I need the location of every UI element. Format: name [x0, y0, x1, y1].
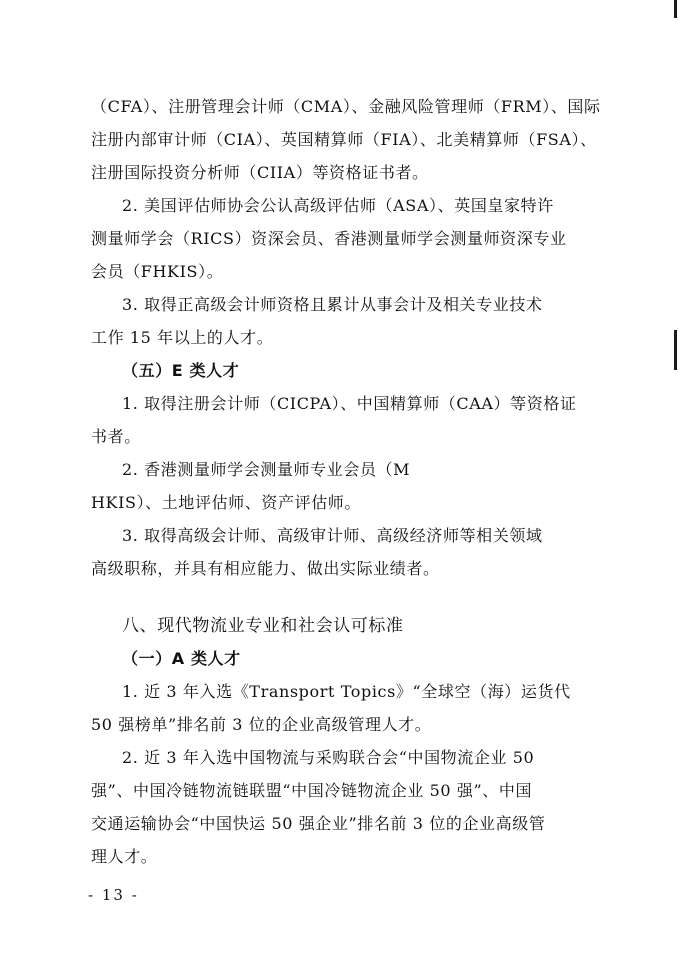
subsection-heading: （一）A 类人才 — [122, 649, 241, 668]
text-line: 2. 美国评估师协会公认高级评估师（ASA）、英国皇家特许 — [122, 196, 554, 215]
text-line: 注册国际投资分析师（CIIA）等资格证书者。 — [91, 163, 429, 182]
text-line: 注册内部审计师（CIA）、英国精算师（FIA）、北美精算师（FSA）、 — [91, 130, 597, 149]
text-line: 1. 取得注册会计师（CICPA）、中国精算师（CAA）等资格证 — [122, 394, 577, 413]
text-line: 工作 15 年以上的人才。 — [91, 328, 274, 347]
page-number: - 13 - — [88, 886, 139, 904]
text-line: 书者。 — [91, 427, 141, 446]
section-heading: 八、现代物流业专业和社会认可标准 — [122, 616, 404, 636]
text-line: 3. 取得高级会计师、高级审计师、高级经济师等相关领域 — [122, 526, 543, 545]
text-line: 理人才。 — [91, 847, 158, 866]
scan-edge-mark — [674, 0, 677, 18]
text-line: 50 强榜单”排名前 3 位的企业高级管理人才。 — [91, 715, 432, 734]
text-line: 2. 近 3 年入选中国物流与采购联合会“中国物流企业 50 — [122, 748, 535, 767]
text-line: 测量师学会（RICS）资深会员、香港测量师学会测量师资深专业 — [91, 229, 567, 248]
text-line: 3. 取得正高级会计师资格且累计从事会计及相关专业技术 — [122, 295, 543, 314]
text-line: HKIS）、土地评估师、资产评估师。 — [91, 493, 361, 512]
text-line: 会员（FHKIS）。 — [91, 262, 224, 281]
subsection-heading: （五）E 类人才 — [122, 361, 240, 380]
text-line: 1. 近 3 年入选《Transport Topics》“全球空（海）运货代 — [122, 682, 571, 701]
text-line: （CFA）、注册管理会计师（CMA）、金融风险管理师（FRM）、国际 — [91, 97, 601, 116]
text-line: 强”、中国冷链物流链联盟“中国冷链物流企业 50 强”、中国 — [91, 781, 533, 800]
text-line: 2. 香港测量师学会测量师专业会员（M — [122, 460, 411, 479]
text-line: 高级职称，并具有相应能力、做出实际业绩者。 — [91, 559, 440, 578]
scan-edge-mark — [674, 330, 677, 370]
text-line: 交通运输协会“中国快运 50 强企业”排名前 3 位的企业高级管 — [91, 814, 546, 833]
